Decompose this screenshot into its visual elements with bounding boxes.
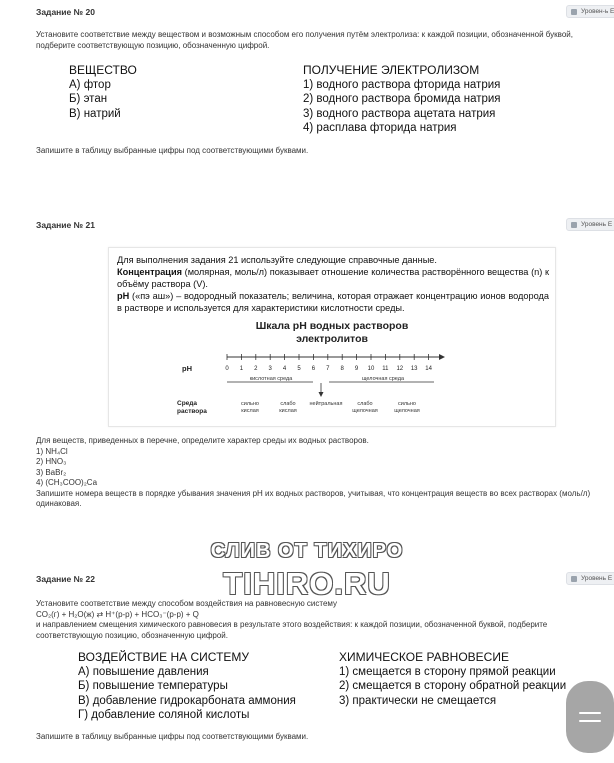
list-item: 1) водного раствора фторида натрия [303,78,501,91]
ph-scale-title-line2: электролитов [296,333,368,345]
ph-tick-label: 10 [367,366,375,372]
list-item: 3) BaBr₂ [36,467,67,477]
task-22-question-1: Установите соответствие между способом воздействия на равновесную систему [36,599,337,608]
column-header: ПОЛУЧЕНИЕ ЭЛЕКТРОЛИЗОМ [303,63,480,77]
list-item: 2) водного раствора бромида натрия [303,93,501,105]
reference-box [108,247,556,427]
task-22-equilibrium-column [339,650,584,708]
list-item: 4) расплава фторида натрия [303,122,457,134]
level-badge-label: Уровень Е [581,221,613,228]
medium-strong-acid-1: сильно [241,401,259,407]
ph-tick-label: 13 [410,366,418,372]
ph-term: pH [117,291,130,301]
list-item: В) натрий [69,107,121,120]
list-item: Б) этан [69,93,108,105]
level-badge-label: Уровен-ь Е [581,8,614,15]
list-item: А) фтор [69,78,111,91]
list-item: 1) смещается в сторону прямой реакции [339,665,556,678]
document-icon [571,9,577,15]
floating-menu-button[interactable] [566,681,614,753]
ph-tick-label: 14 [425,366,432,372]
ph-tick-label: 9 [354,366,359,372]
task-21-question-block [36,436,606,510]
list-item: Б) повышение температуры [78,680,228,692]
ph-tick-label: 4 [282,366,287,372]
acid-range-label: кислотная среда [249,376,293,382]
task-20-footer: Запишите в таблицу выбранные цифры под соответствующими буквами. [36,146,309,155]
menu-icon [579,712,601,714]
medium-weak-acid-2: кислая [279,408,297,414]
ph-tick-label: 5 [297,366,301,372]
level-badge-label: Уровень Е [581,575,613,582]
task-21-title: Задание № 21 [36,220,95,230]
task-22-question-block [36,599,591,641]
column-header: ХИМИЧЕСКОЕ РАВНОВЕСИЕ [339,650,509,664]
neutral-arrow-head [319,392,324,397]
task-20-substances-column [69,63,269,121]
task-22-level-badge[interactable] [566,572,614,585]
task-20-electrolysis-column [303,63,593,136]
alkali-range-label: щелочная среда [361,376,405,382]
ph-tick-label: 6 [311,366,316,372]
medium-weak-alkali-1: слабо [357,401,373,407]
task-20-title: Задание № 20 [36,7,95,17]
task-20-level-badge[interactable] [566,5,614,18]
ph-axis-arrow [439,354,445,360]
column-header: ВЕЩЕСТВО [69,63,137,77]
task-22-footer: Запишите в таблицу выбранные цифры под соответствующими буквами. [36,732,309,741]
document-icon [571,576,577,582]
medium-strong-acid-2: кислая [241,408,259,414]
list-item: В) добавление гидрокарбоната аммония [78,694,296,707]
ph-tick-label: 2 [254,366,258,372]
medium-strong-alkali-1: сильно [398,401,416,407]
list-item: 3) водного раствора ацетата натрия [303,107,496,120]
list-item: 2) HNO₃ [36,457,67,466]
task-22-title: Задание № 22 [36,574,95,584]
list-item: 3) практически не смещается [339,694,497,707]
ph-scale-diagram [109,348,555,424]
list-item: Г) добавление соляной кислоты [78,709,250,721]
concentration-definition: (молярная, моль/л) показывает отношение количества растворённого вещества (n) к объёму раствора (V). [117,267,549,289]
ph-tick-label: 11 [382,366,389,372]
watermark-line2: TIHIRO.RU [223,566,391,601]
ph-tick-label: 12 [396,366,404,372]
task-21-question: Для веществ, приведенных в перечне, определите характер среды их водных растворов. [36,436,369,445]
ph-tick-label: 1 [239,366,244,372]
task-22-equation: CO₂(г) + H₂O(ж) ⇄ H⁺(р-р) + HCO₃⁻(р-р) + Q [36,609,199,619]
task-22-question-2: и направлением смещения химического равновесия в результате этого воздействия: к каждой позиции, обозначенной буквой, подберите соответствующую позицию, обозначенную цифрой. [36,620,548,640]
task-21-level-badge[interactable] [566,218,614,231]
medium-weak-alkali-2: щелочная [352,408,378,414]
list-item: 4) (CH₃COO)₂Ca [36,478,98,487]
ph-definition: («пэ аш») – водородный показатель; величина, которая отражает концентрацию ионов водорода в растворе и используется для характеристики кислотности среды. [117,291,549,313]
task-21-footer: Запишите номера веществ в порядке убывания значения pH их водных растворов, учитывая, что концентрация веществ во всех растворах (моль/л) одинаковая. [36,488,591,508]
ph-tick-label: 0 [225,366,229,372]
task-22-impact-column [78,650,328,723]
column-header: ВОЗДЕЙСТВИЕ НА СИСТЕМУ [78,650,250,664]
list-item: 1) NH₄Cl [36,446,68,456]
medium-strong-alkali-2: щелочная [394,408,420,414]
reference-intro: Для выполнения задания 21 используйте следующие справочные данные. [117,255,437,265]
menu-icon-bar [579,720,601,722]
ph-tick-label: 7 [326,366,330,372]
concentration-term: Концентрация [117,267,182,277]
ph-label: pH [182,364,192,373]
ph-scale-title [109,320,555,346]
watermark-line1: СЛИВ ОТ ТИХИРО [210,540,404,562]
medium-label-line1: Среда [177,400,198,407]
reference-text [117,254,549,314]
task-20-question: Установите соответствие между веществом и возможным способом его получения путём электролиза: к каждой позиции, обозначенной буквой, подберите соответствующую позицию, обозначенную цифрой. [36,30,573,50]
list-item: 2) смещается в сторону обратной реакции [339,680,567,692]
document-icon [571,222,577,228]
ph-tick-label: 3 [268,366,272,372]
list-item: А) повышение давления [78,665,209,678]
medium-weak-acid-1: слабо [280,401,296,407]
medium-neutral: нейтральная [309,401,343,407]
medium-label-line2: раствора [177,408,207,415]
ph-scale-title-line1: Шкала pH водных растворов [255,320,409,332]
ph-tick-label: 8 [340,366,344,372]
